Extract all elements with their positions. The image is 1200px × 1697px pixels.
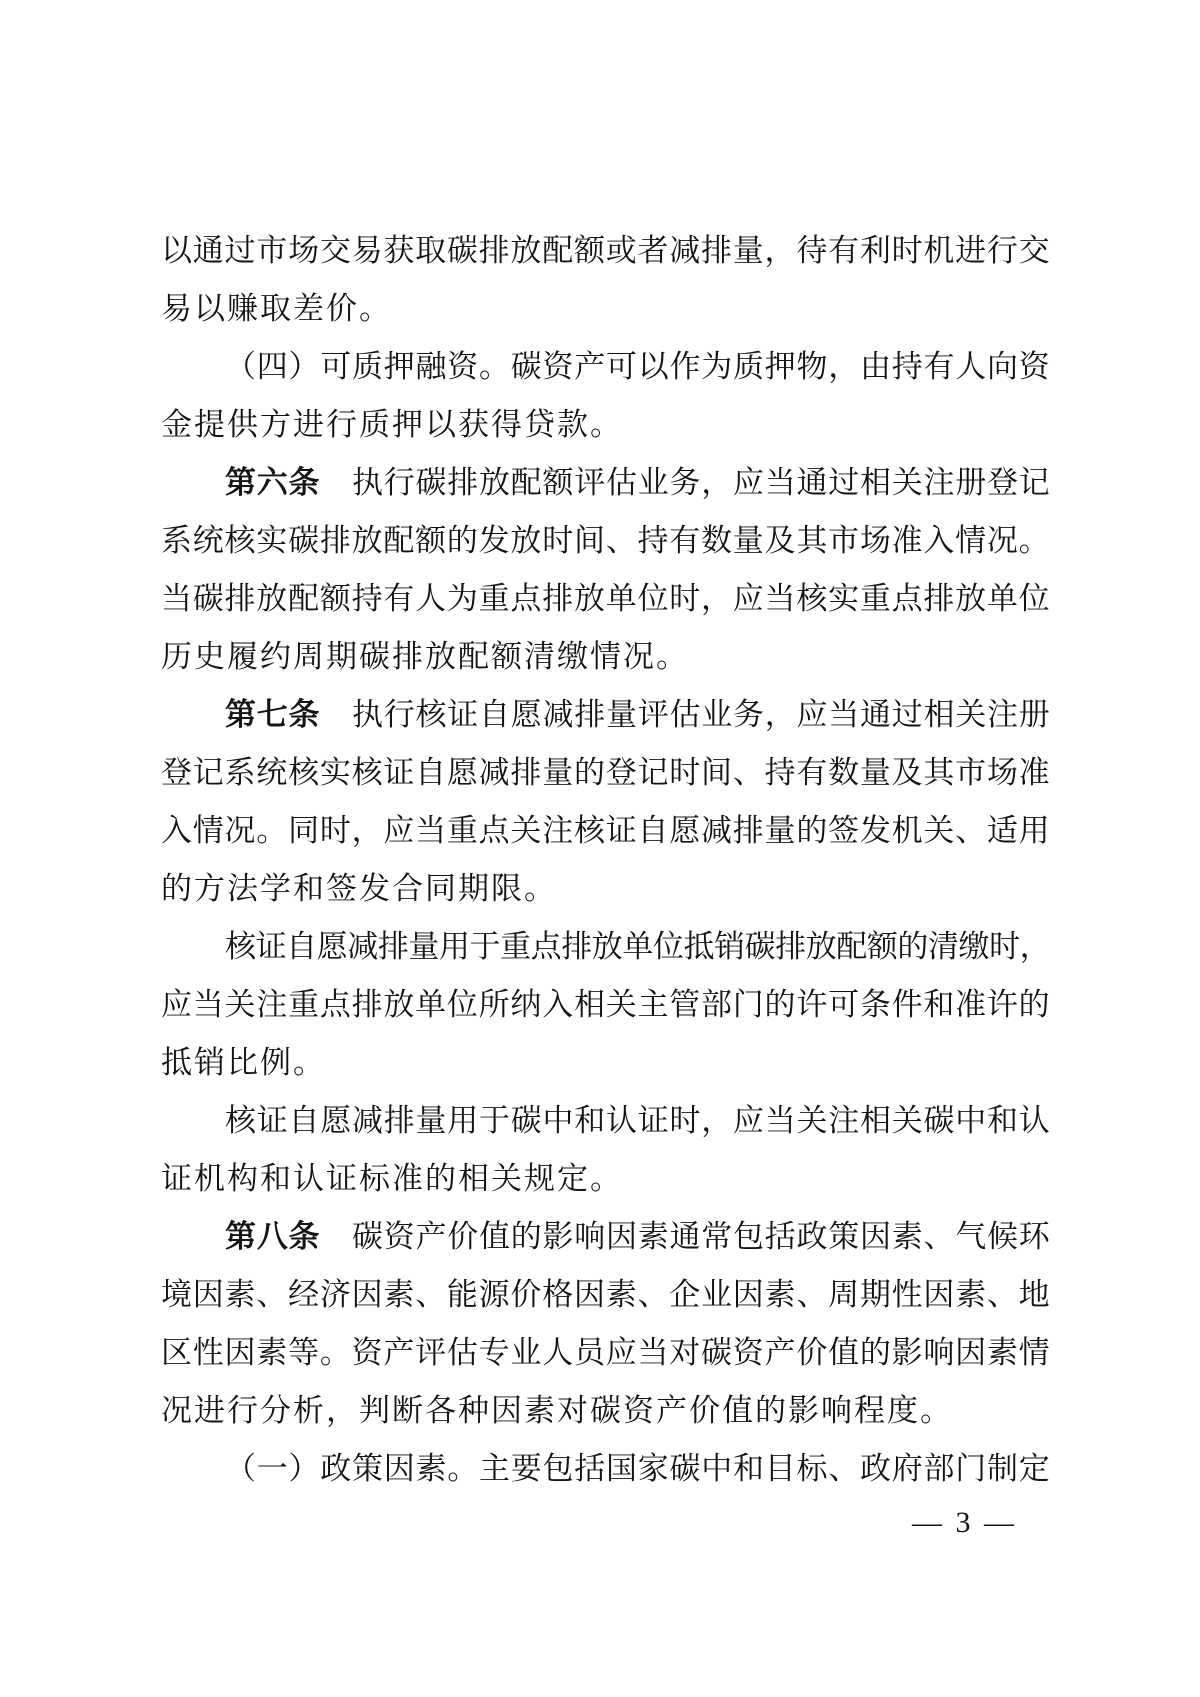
text-line: 区 性 因 素 等 。 资 产 评 估 专 业 人 员 应 当 对 碳 资 产 价 值 的 影 响 因 素 情	[161, 1335, 1050, 1370]
text-line: 应 当 关 注 重 点 排 放 单 位 所 纳 入 相 关 主 管 部 门 的 许 可 条 件 和 准 许 的	[161, 987, 1050, 1022]
text-line: 核 证 自 愿 减 排 量 用 于 重 点 排 放 单 位 抵 销 碳 排 放 配 额 的 清 缴 时 ，	[225, 929, 1051, 964]
document-body	[161, 222, 1050, 1498]
text-line: 况 进 行 分 析 ， 判 断 各 种 因 素 对 碳 资 产 价 值 的 影 响 程 度 。	[161, 1393, 951, 1428]
text-line: 第 八 条 碳 资 产 价 值 的 影 响 因 素 通 常 包 括 政 策 因 素 、 气 候 环	[225, 1219, 1050, 1254]
text-line: 以 通 过 市 场 交 易 获 取 碳 排 放 配 额 或 者 减 排 量 ， 待 有 利 时 机 进 行 交	[161, 233, 1050, 268]
text-line: 核 证 自 愿 减 排 量 用 于 碳 中 和 认 证 时 ， 应 当 关 注 相 关 碳 中 和 认	[225, 1103, 1050, 1138]
text-line: 当 碳 排 放 配 额 持 有 人 为 重 点 排 放 单 位 时 ， 应 当 核 实 重 点 排 放 单 位	[161, 581, 1050, 616]
text-line: 第 七 条 执 行 核 证 自 愿 减 排 量 评 估 业 务 ， 应 当 通 过 相 关 注 册	[225, 697, 1050, 732]
text-line: （ 四 ） 可 质 押 融 资 。 碳 资 产 可 以 作 为 质 押 物 ， 由 持 有 人 向 资	[225, 349, 1050, 384]
text-line: 入 情 况 。 同 时 ， 应 当 重 点 关 注 核 证 自 愿 减 排 量 的 签 发 机 关 、 适 用	[161, 813, 1050, 848]
text-line: 金 提 供 方 进 行 质 押 以 获 得 贷 款 。	[161, 407, 621, 442]
text-line: 的 方 法 学 和 签 发 合 同 期 限 。	[161, 871, 555, 906]
text-line: 历 史 履 约 周 期 碳 排 放 配 额 清 缴 情 况 。	[161, 639, 687, 674]
text-line: 第 六 条 执 行 碳 排 放 配 额 评 估 业 务 ， 应 当 通 过 相 关 注 册 登 记	[225, 465, 1050, 500]
text-line: （ 一 ） 政 策 因 素 。 主 要 包 括 国 家 碳 中 和 目 标 、 政 府 部 门 制 定	[225, 1451, 1050, 1486]
text-line: 登 记 系 统 核 实 核 证 自 愿 减 排 量 的 登 记 时 间 、 持 有 数 量 及 其 市 场 准	[161, 755, 1050, 790]
text-line: 易 以 赚 取 差 价 。	[161, 291, 390, 326]
page-number: — 3 —	[912, 1506, 1017, 1539]
text-line: 证 机 构 和 认 证 标 准 的 相 关 规 定 。	[161, 1161, 621, 1196]
text-line: 境 因 素 、 经 济 因 素 、 能 源 价 格 因 素 、 企 业 因 素 、 周 期 性 因 素 、 地	[161, 1277, 1050, 1312]
text-line: 抵 销 比 例 。	[161, 1045, 324, 1080]
text-line: 系 统 核 实 碳 排 放 配 额 的 发 放 时 间 、 持 有 数 量 及 其 市 场 准 入 情 况 。	[161, 523, 1050, 558]
